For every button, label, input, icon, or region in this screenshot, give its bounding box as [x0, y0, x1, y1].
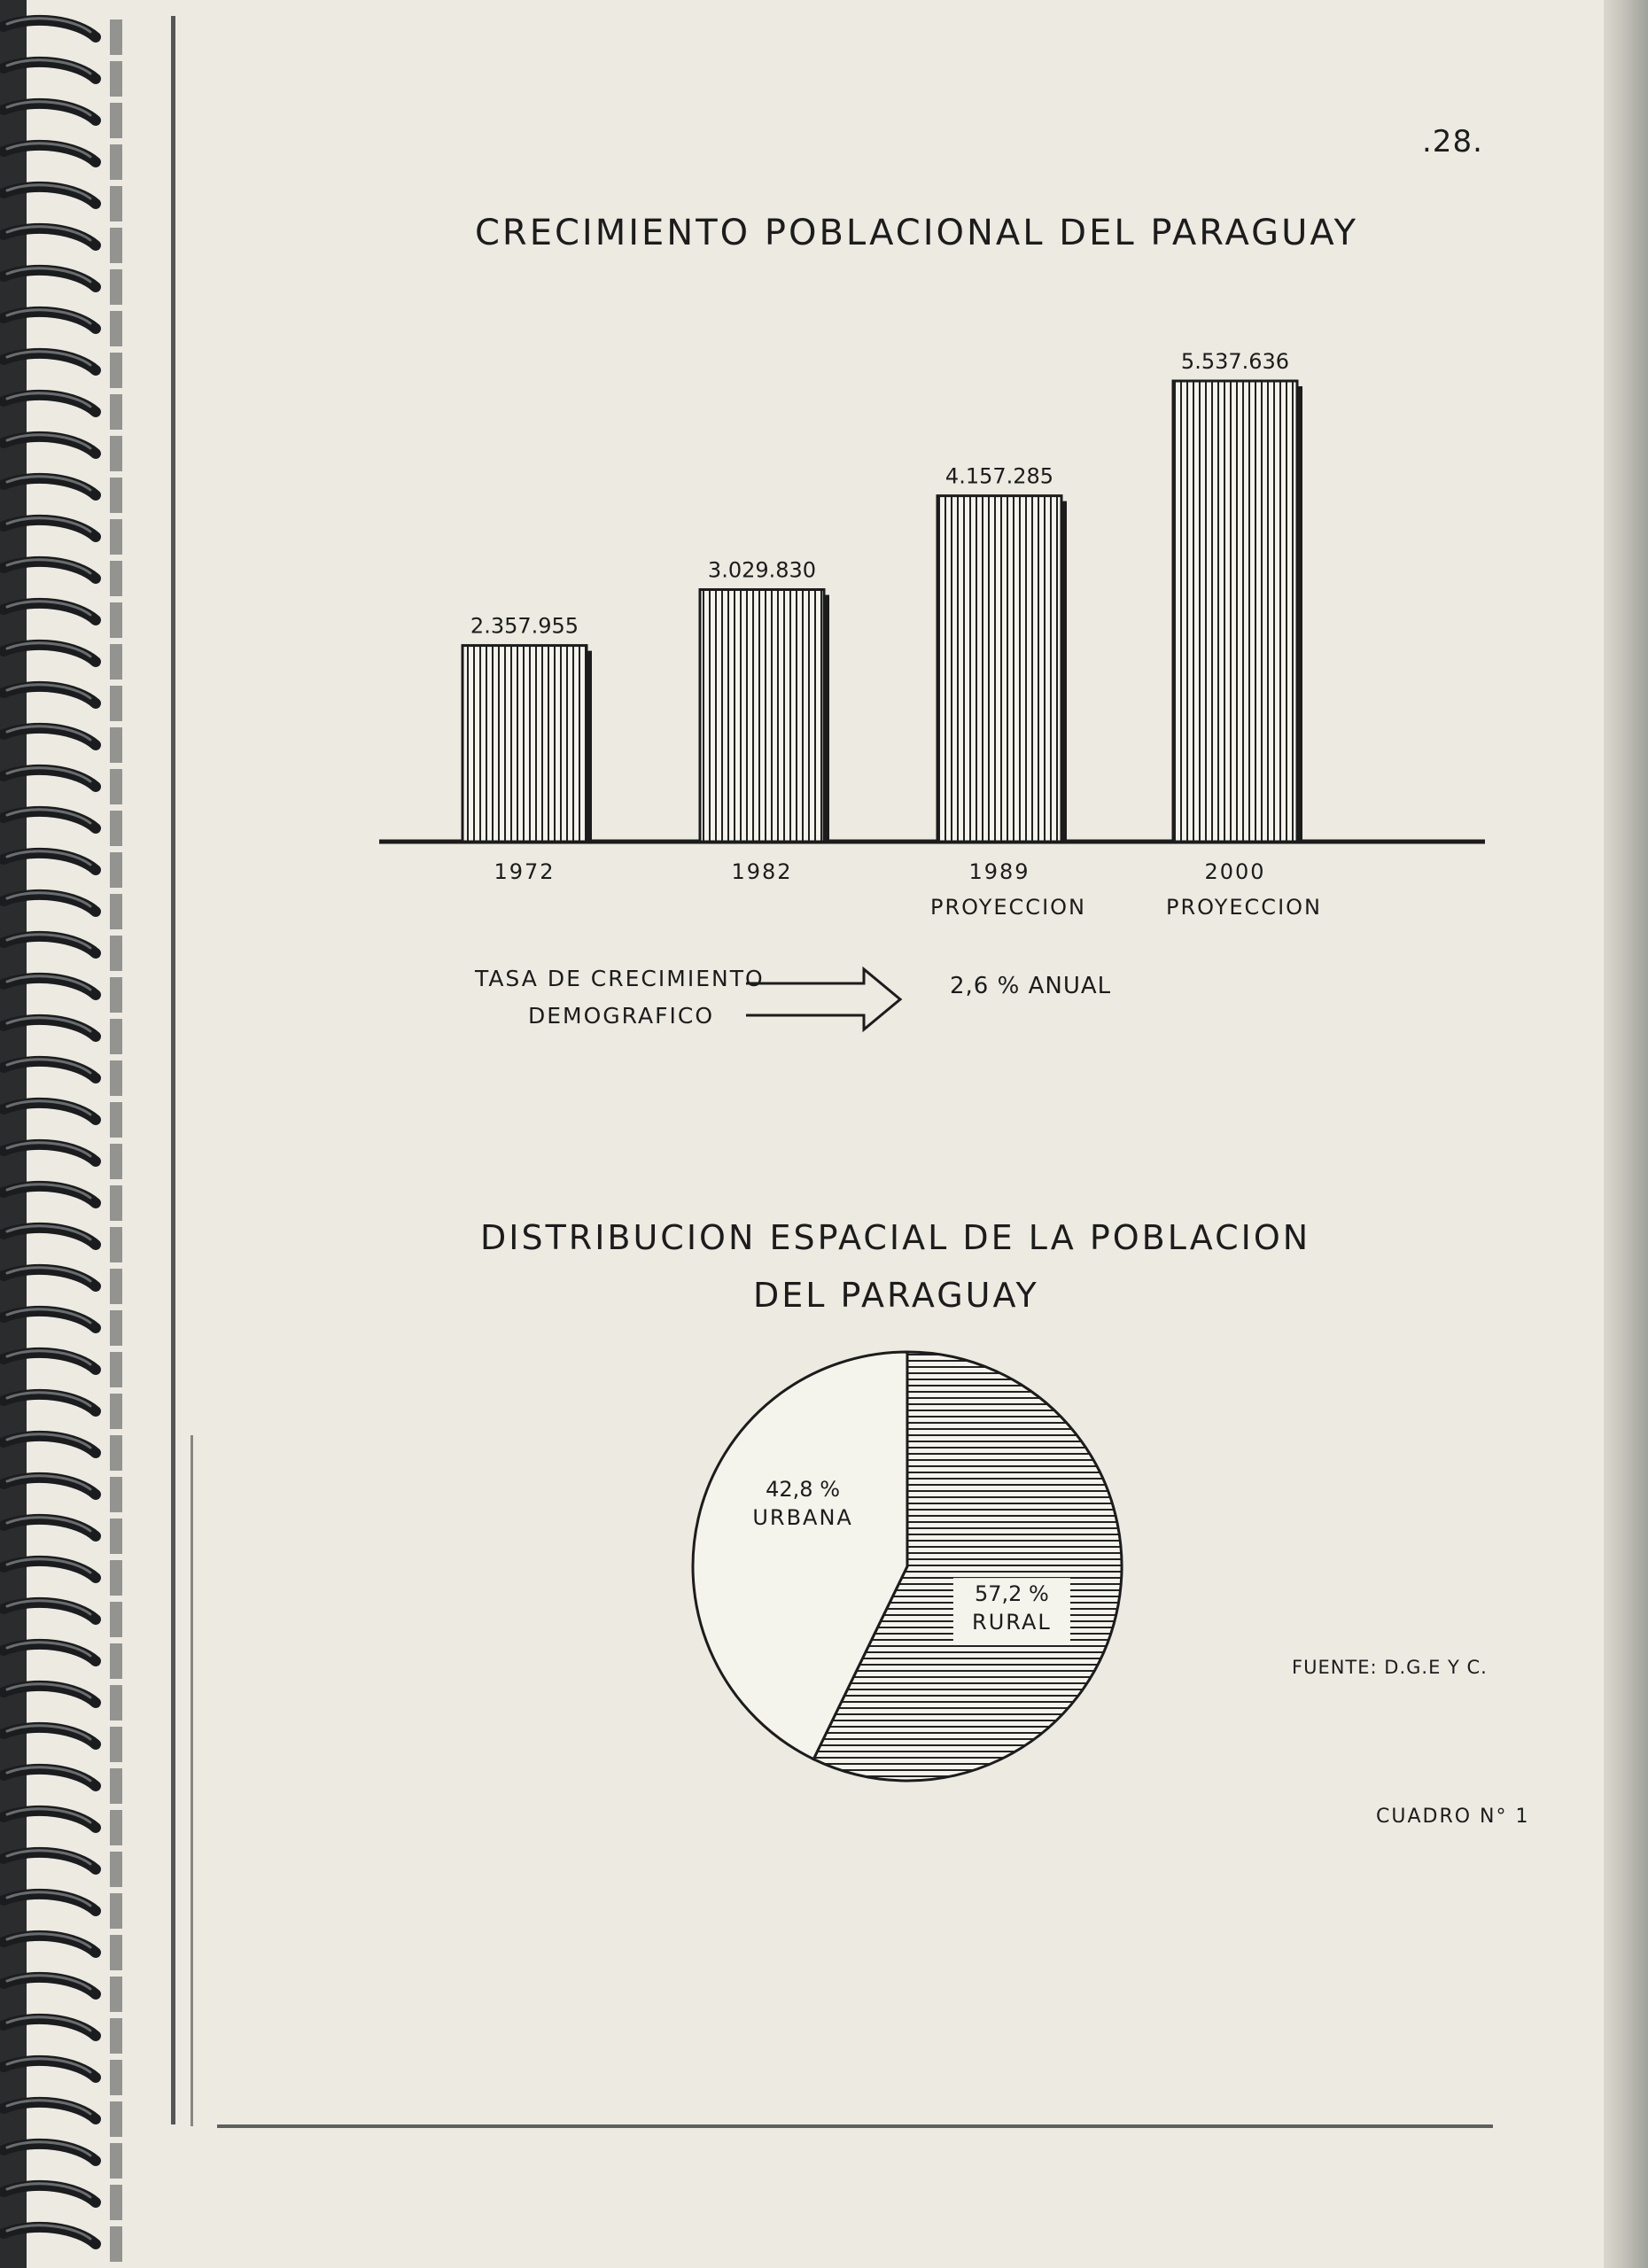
bar-value-label: 2.357.955	[470, 613, 579, 639]
category-note: PROYECCION	[1166, 895, 1322, 920]
category-note: PROYECCION	[930, 895, 1086, 920]
category-label: 1972	[494, 859, 556, 884]
bar-chart-title: CRECIMIENTO POBLACIONAL DEL PARAGUAY	[475, 213, 1359, 253]
pie-chart-title-line2: DEL PARAGUAY	[753, 1276, 1039, 1315]
bar-value-label: 3.029.830	[707, 557, 817, 583]
pie-value-label: 42,8 %	[766, 1476, 841, 1502]
rate-value: 2,6 % ANUAL	[950, 973, 1112, 999]
pie-category-label: URBANA	[752, 1504, 853, 1530]
bar-value-label: 4.157.285	[944, 463, 1054, 489]
category-label: 1982	[731, 859, 793, 884]
source-note: FUENTE: D.G.E Y C.	[1292, 1657, 1488, 1678]
table-reference: CUADRO N° 1	[1376, 1806, 1530, 1828]
category-label: 2000	[1204, 859, 1266, 884]
pie-chart-title-line1: DISTRIBUCION ESPACIAL DE LA POBLACION	[480, 1218, 1311, 1257]
bar-value-label: 5.537.636	[1180, 349, 1290, 374]
margin-line-horizontal	[217, 2124, 1493, 2128]
pie-category-label: RURAL	[972, 1610, 1052, 1635]
page-number: .28.	[1422, 124, 1483, 159]
rate-label-line1: TASA DE CRECIMIENTO	[475, 966, 765, 991]
rate-label-line2: DEMOGRAFICO	[528, 1003, 715, 1029]
pie-value-label: 57,2 %	[974, 1581, 1049, 1607]
category-label: 1989	[968, 859, 1030, 884]
